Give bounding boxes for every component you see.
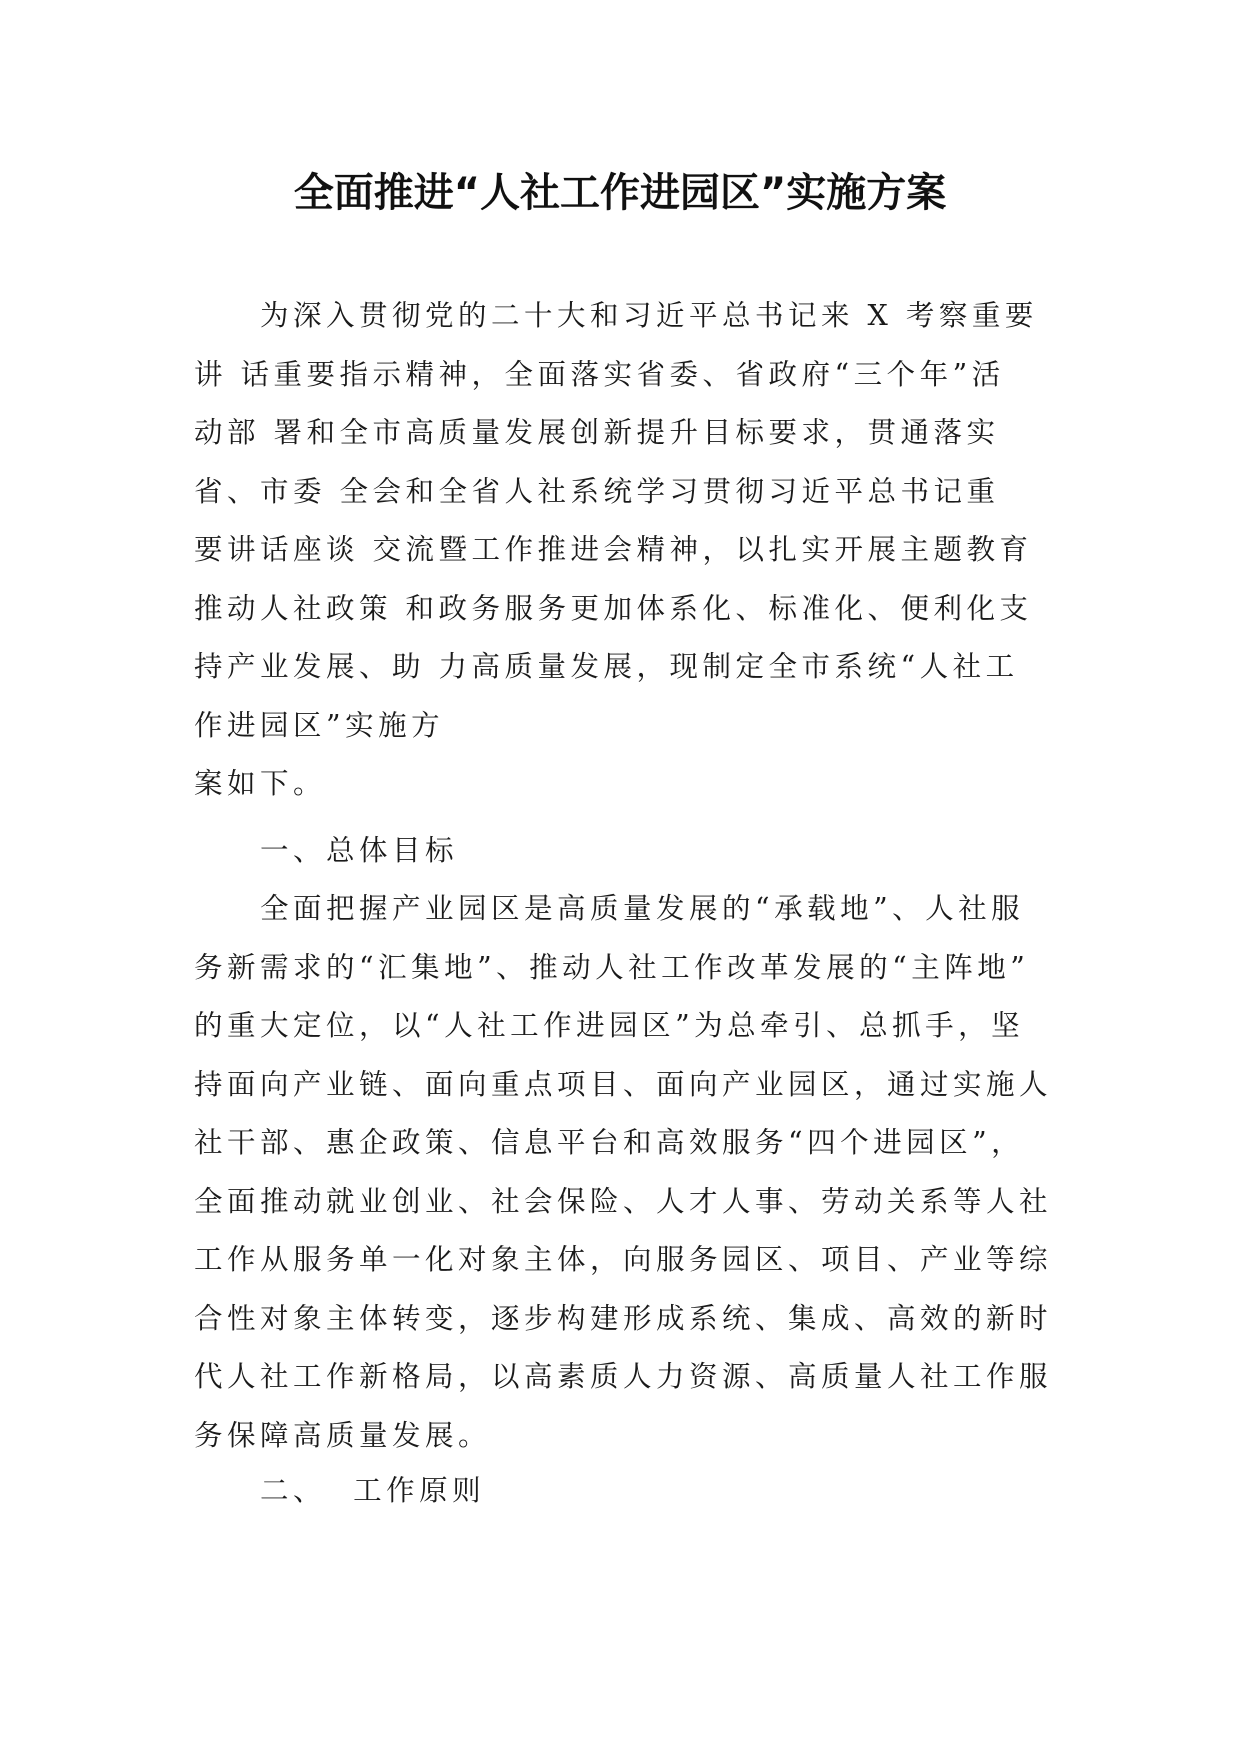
paragraph-line: 案如下。 xyxy=(194,767,327,800)
paragraph-line: 省、市委 全会和全省人社系统学习贯彻习近平总书记重 xyxy=(194,474,1000,508)
paragraph-line: 持产业发展、助 力高质量发展，现制定全市系统“人社工 xyxy=(194,650,1019,683)
section-1-paragraph xyxy=(194,880,1054,1465)
paragraph-line: 讲 话重要指示精神，全面落实省委、省政府“三个年”活 xyxy=(194,357,1005,391)
paragraph-line: 全面推动就业创业、社会保险、人才人事、劳动关系等人社 xyxy=(194,1184,1053,1218)
paragraph-line: 工作从服务单一化对象主体，向服务园区、项目、产业等综 xyxy=(194,1243,1053,1276)
section-heading: 二、 工作原则 xyxy=(260,1474,486,1507)
paragraph-line: 全面把握产业园区是高质量发展的“承载地”、人社服 xyxy=(260,892,1025,925)
paragraph-line: 务保障高质量发展。 xyxy=(194,1418,492,1452)
paragraph-line: 动部 署和全市高质量发展创新提升目标要求，贯通落实 xyxy=(194,416,1000,449)
section-1 xyxy=(194,822,1054,881)
paragraph-line: 作进园区”实施方 xyxy=(194,708,445,742)
section-2 xyxy=(194,1462,1054,1521)
paragraph-line: 代人社工作新格局，以高素质人力资源、高质量人社工作服 xyxy=(194,1360,1053,1393)
paragraph-line: 推动人社政策 和政务服务更加体系化、标准化、便利化支 xyxy=(194,591,1033,625)
paragraph-line: 社干部、惠企政策、信息平台和高效服务“四个进园区”， xyxy=(194,1126,1025,1159)
document-title: 全面推进“人社工作进园区”实施方案 xyxy=(293,170,947,216)
paragraph-line: 合性对象主体转变，逐步构建形成系统、集成、高效的新时 xyxy=(194,1301,1053,1335)
paragraph-line: 持面向产业链、面向重点项目、面向产业园区，通过实施人 xyxy=(194,1067,1053,1101)
paragraph-line: 务新需求的“汇集地”、推动人社工作改革发展的“主阵地” xyxy=(194,950,1030,984)
section-heading: 一、总体目标 xyxy=(260,834,459,867)
paragraph-line: 的重大定位，以“人社工作进园区”为总牵引、总抓手，坚 xyxy=(194,1009,1025,1042)
intro-paragraph xyxy=(194,287,1054,809)
paragraph-line: 要讲话座谈 交流暨工作推进会精神，以扎实开展主题教育 xyxy=(194,533,1033,566)
paragraph-line: 为深入贯彻党的二十大和习近平总书记来 X 考察重要 xyxy=(260,299,1038,332)
